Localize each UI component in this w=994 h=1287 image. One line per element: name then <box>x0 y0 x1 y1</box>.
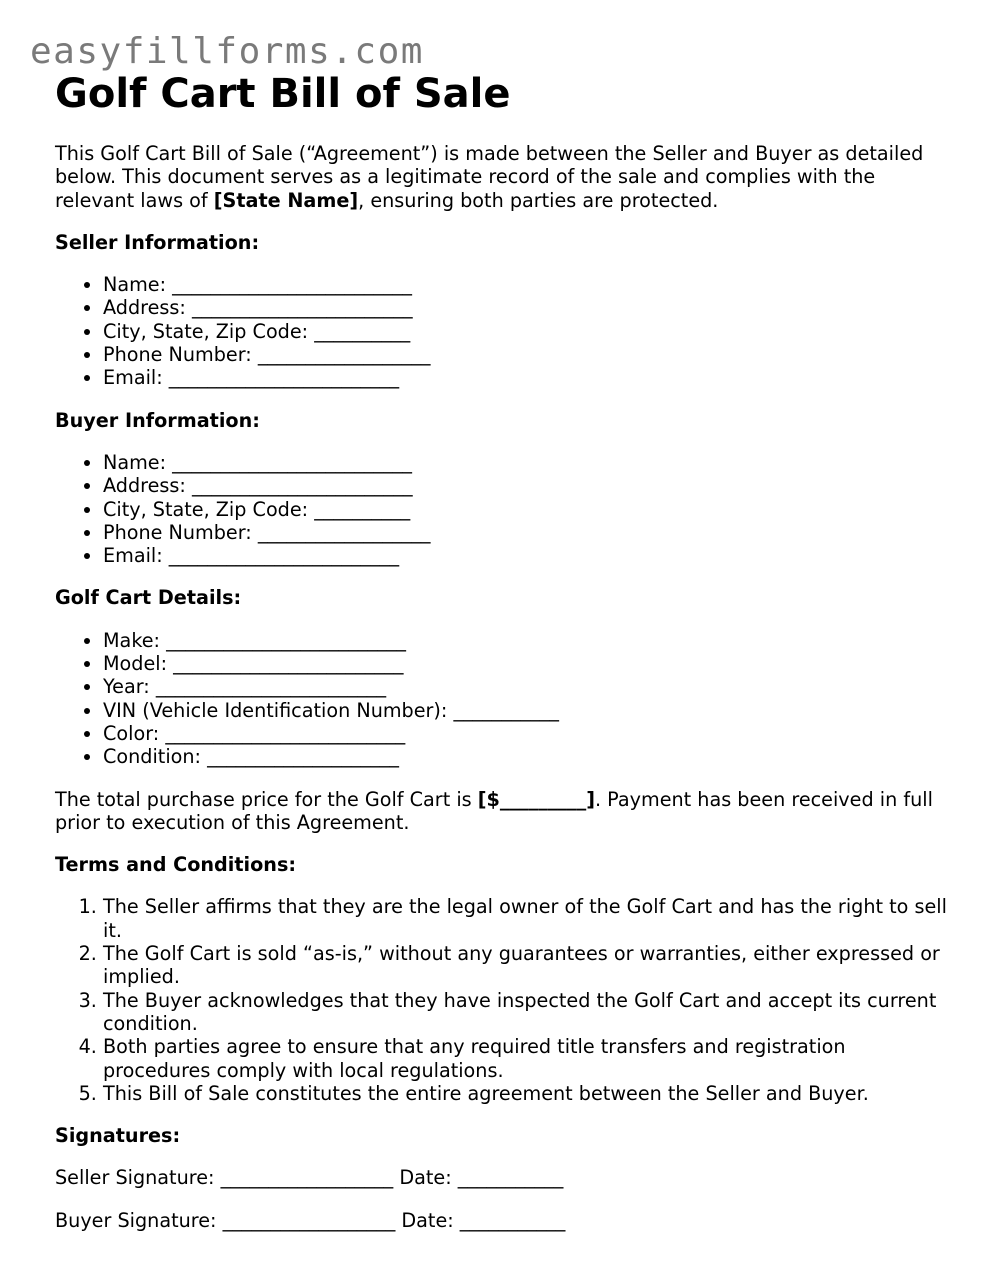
cart-color-field: • Color: _________________________ <box>103 722 955 745</box>
buyer-signature-line: Buyer Signature: __________________ Date: ___________ <box>55 1208 566 1232</box>
price-text-1: The total purchase price for the Golf Cart is <box>55 787 478 811</box>
price-paragraph <box>55 788 955 835</box>
buyer-phone-field: • Phone Number: __________________ <box>103 521 955 544</box>
cart-details-list <box>55 629 955 769</box>
buyer-address-field: • Address: _______________________ <box>103 474 955 497</box>
buyer-email-field: • Email: ________________________ <box>103 544 955 567</box>
buyer-list <box>55 451 955 567</box>
term-item: 3. The Buyer acknowledges that they have inspected the Golf Cart and accept its current condition. <box>103 989 955 1036</box>
state-name-placeholder: [State Name] <box>213 188 359 212</box>
price-amount-placeholder: [$_________] <box>477 787 595 811</box>
cart-year-field: • Year: ________________________ <box>103 675 955 698</box>
intro-paragraph <box>55 142 955 212</box>
term-item: 5. This Bill of Sale constitutes the entire agreement between the Seller and Buyer. <box>103 1082 955 1105</box>
term-item: 4. Both parties agree to ensure that any required title transfers and registration procedures comply with local regulations. <box>103 1035 955 1082</box>
seller-address-field: • Address: _______________________ <box>103 296 955 319</box>
seller-phone-field: • Phone Number: __________________ <box>103 343 955 366</box>
term-item: 1. The Seller affirms that they are the legal owner of the Golf Cart and has the right to sell it. <box>103 895 955 942</box>
cart-details-heading: Golf Cart Details: <box>55 586 242 610</box>
document-page <box>55 68 955 1232</box>
terms-list <box>55 895 955 1105</box>
seller-heading: Seller Information: <box>55 230 260 254</box>
watermark: easyfillforms.com <box>30 31 424 72</box>
document-title: Golf Cart Bill of Sale <box>55 71 511 117</box>
price-text-2: . Payment has been received in full prior to execution of this Agreement. <box>55 787 933 834</box>
cart-vin-field: • VIN (Vehicle Identification Number): ___________ <box>103 699 955 722</box>
buyer-city-state-zip-field: • City, State, Zip Code: __________ <box>103 498 955 521</box>
seller-city-state-zip-field: • City, State, Zip Code: __________ <box>103 320 955 343</box>
signatures-heading: Signatures: <box>55 1124 181 1148</box>
intro-text-1: This Golf Cart Bill of Sale (“Agreement”) is made between the Seller and Buyer as detailed below. This document serves as a legitimate record of the sale and complies with the relevant laws of <box>55 142 924 212</box>
buyer-heading: Buyer Information: <box>55 408 260 432</box>
seller-signature-line: Seller Signature: __________________ Date: ___________ <box>55 1166 564 1190</box>
seller-email-field: • Email: ________________________ <box>103 366 955 389</box>
terms-heading: Terms and Conditions: <box>55 853 297 877</box>
buyer-name-field: • Name: _________________________ <box>103 451 955 474</box>
intro-text-2: , ensuring both parties are protected. <box>358 188 719 212</box>
cart-condition-field: • Condition: ____________________ <box>103 745 955 768</box>
cart-model-field: • Model: ________________________ <box>103 652 955 675</box>
seller-name-field: • Name: _________________________ <box>103 273 955 296</box>
term-item: 2. The Golf Cart is sold “as-is,” without any guarantees or warranties, either expressed or implied. <box>103 942 955 989</box>
seller-list <box>55 273 955 389</box>
cart-make-field: • Make: _________________________ <box>103 629 955 652</box>
